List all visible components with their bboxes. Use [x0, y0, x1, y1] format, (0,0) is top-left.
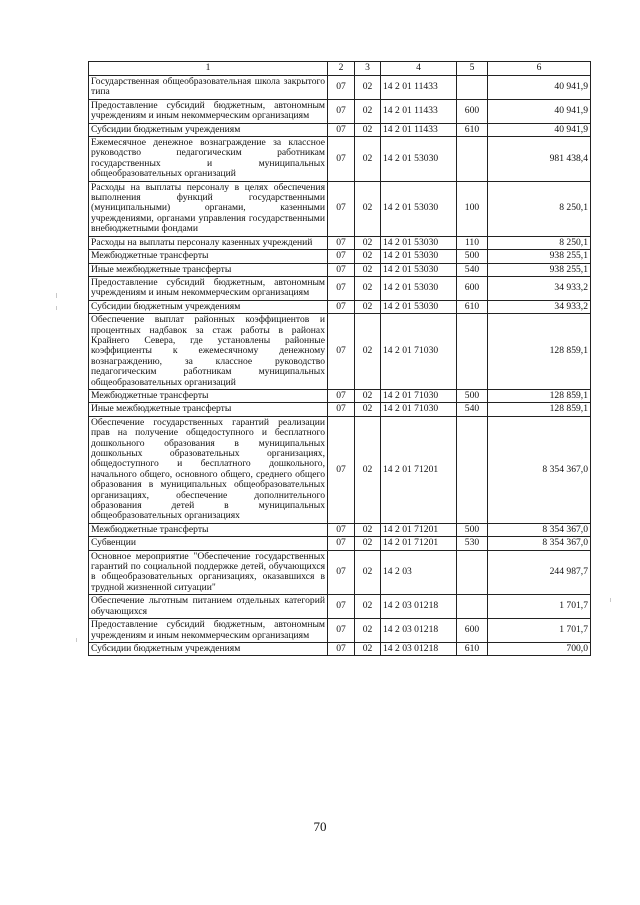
target-article-code: 14 2 03 01218 [381, 595, 457, 619]
item-name: Обеспечение государственных гарантий реализации прав на получение общедоступного и бесплатного дошкольного образования в муниципальных дошкольных образовательных организациях, общедоступного и бесплатного дошкольного, начального общего, основного общего, среднего общего образования в муниципальных общеобразовательных организациях, обеспечение дополнительного образования детей в муниципальных общеобразовательных организациях [89, 416, 328, 523]
item-name: Субсидии бюджетным учреждениям [89, 123, 328, 136]
subsection-code: 02 [355, 389, 381, 402]
target-article-code: 14 2 01 71201 [381, 416, 457, 523]
section-code: 07 [328, 595, 355, 619]
target-article-code: 14 2 01 53030 [381, 137, 457, 182]
section-code: 07 [328, 537, 355, 550]
expense-type-code [457, 416, 488, 523]
subsection-code: 02 [355, 181, 381, 236]
item-name: Обеспечение льготным питанием отдельных категорий обучающихся [89, 595, 328, 619]
amount: 8 354 367,0 [488, 523, 591, 536]
section-code: 07 [328, 236, 355, 249]
target-article-code: 14 2 01 53030 [381, 276, 457, 300]
amount: 8 354 367,0 [488, 416, 591, 523]
table-row [89, 595, 591, 619]
item-name: Ежемесячное денежное вознаграждение за классное руководство педагогическим работникам государственных и муниципальных общеобразовательных организаций [89, 137, 328, 182]
section-code: 07 [328, 642, 355, 655]
amount: 40 941,9 [488, 76, 591, 100]
expense-type-code [457, 314, 488, 390]
column-header: 5 [457, 62, 488, 76]
subsection-code: 02 [355, 276, 381, 300]
item-name: Обеспечение выплат районных коэффициентов и процентных надбавок за стаж работы в районах Крайнего Севера, где установлены районные коэффициенты к ежемесячному денежному вознаграждению, за классное руководство педагогическим работникам муниципальных общеобразовательных организаций [89, 314, 328, 390]
column-header: 6 [488, 62, 591, 76]
expense-type-code: 500 [457, 523, 488, 536]
section-code: 07 [328, 123, 355, 136]
subsection-code: 02 [355, 76, 381, 100]
table-row [89, 250, 591, 263]
expense-type-code: 610 [457, 123, 488, 136]
table-row [89, 416, 591, 523]
amount: 34 933,2 [488, 276, 591, 300]
section-code: 07 [328, 99, 355, 123]
amount: 1 701,7 [488, 595, 591, 619]
section-code: 07 [328, 389, 355, 402]
section-code: 07 [328, 276, 355, 300]
table-row [89, 523, 591, 536]
budget-table [88, 61, 591, 656]
table-row [89, 123, 591, 136]
scan-mark [56, 306, 57, 310]
amount: 938 255,1 [488, 250, 591, 263]
expense-type-code [457, 76, 488, 100]
amount: 700,0 [488, 642, 591, 655]
section-code: 07 [328, 181, 355, 236]
target-article-code: 14 2 03 01218 [381, 642, 457, 655]
table-row [89, 137, 591, 182]
subsection-code: 02 [355, 137, 381, 182]
table-row [89, 276, 591, 300]
scan-mark [610, 598, 611, 602]
section-code: 07 [328, 523, 355, 536]
item-name: Субвенции [89, 537, 328, 550]
item-name: Межбюджетные трансферты [89, 250, 328, 263]
table-row [89, 314, 591, 390]
scan-mark [76, 638, 77, 642]
target-article-code: 14 2 01 53030 [381, 263, 457, 276]
subsection-code: 02 [355, 300, 381, 313]
subsection-code: 02 [355, 99, 381, 123]
subsection-code: 02 [355, 523, 381, 536]
column-header: 3 [355, 62, 381, 76]
subsection-code: 02 [355, 416, 381, 523]
amount: 128 859,1 [488, 314, 591, 390]
subsection-code: 02 [355, 123, 381, 136]
item-name: Расходы на выплаты персоналу казенных учреждений [89, 236, 328, 249]
column-header: 2 [328, 62, 355, 76]
section-code: 07 [328, 300, 355, 313]
amount: 8 250,1 [488, 236, 591, 249]
subsection-code: 02 [355, 250, 381, 263]
target-article-code: 14 2 01 71201 [381, 537, 457, 550]
subsection-code: 02 [355, 314, 381, 390]
subsection-code: 02 [355, 642, 381, 655]
amount: 938 255,1 [488, 263, 591, 276]
table-header-row [89, 62, 591, 76]
subsection-code: 02 [355, 263, 381, 276]
target-article-code: 14 2 01 71030 [381, 389, 457, 402]
item-name: Субсидии бюджетным учреждениям [89, 300, 328, 313]
table-row [89, 389, 591, 402]
item-name: Субсидии бюджетным учреждениям [89, 642, 328, 655]
subsection-code: 02 [355, 236, 381, 249]
target-article-code: 14 2 01 71201 [381, 523, 457, 536]
amount: 34 933,2 [488, 300, 591, 313]
column-header: 1 [89, 62, 328, 76]
table-row [89, 76, 591, 100]
expense-type-code: 110 [457, 236, 488, 249]
expense-type-code: 500 [457, 389, 488, 402]
section-code: 07 [328, 76, 355, 100]
page-number: 70 [313, 819, 327, 834]
subsection-code: 02 [355, 537, 381, 550]
subsection-code: 02 [355, 619, 381, 643]
amount: 1 701,7 [488, 619, 591, 643]
expense-type-code [457, 550, 488, 595]
item-name: Предоставление субсидий бюджетным, автономным учреждениям и иным некоммерческим организациям [89, 276, 328, 300]
item-name: Основное мероприятие "Обеспечение государственных гарантий по социальной поддержке детей, обучающихся в общеобразовательных организациях, оказавшихся в трудной жизненной ситуации" [89, 550, 328, 595]
table-row [89, 619, 591, 643]
item-name: Иные межбюджетные трансферты [89, 263, 328, 276]
expense-type-code: 600 [457, 99, 488, 123]
expense-type-code: 530 [457, 537, 488, 550]
expense-type-code: 600 [457, 276, 488, 300]
target-article-code: 14 2 01 53030 [381, 300, 457, 313]
target-article-code: 14 2 01 53030 [381, 181, 457, 236]
target-article-code: 14 2 01 11433 [381, 123, 457, 136]
table-row [89, 99, 591, 123]
amount: 40 941,9 [488, 123, 591, 136]
item-name: Государственная общеобразовательная школа закрытого типа [89, 76, 328, 100]
section-code: 07 [328, 314, 355, 390]
subsection-code: 02 [355, 550, 381, 595]
amount: 8 354 367,0 [488, 537, 591, 550]
target-article-code: 14 2 03 01218 [381, 619, 457, 643]
table-row [89, 181, 591, 236]
expense-type-code [457, 137, 488, 182]
section-code: 07 [328, 550, 355, 595]
table-row [89, 550, 591, 595]
amount: 8 250,1 [488, 181, 591, 236]
expense-type-code: 100 [457, 181, 488, 236]
target-article-code: 14 2 01 71030 [381, 314, 457, 390]
target-article-code: 14 2 01 11433 [381, 76, 457, 100]
section-code: 07 [328, 619, 355, 643]
amount: 128 859,1 [488, 389, 591, 402]
section-code: 07 [328, 403, 355, 416]
subsection-code: 02 [355, 403, 381, 416]
expense-type-code: 540 [457, 263, 488, 276]
expense-type-code [457, 595, 488, 619]
table-row [89, 263, 591, 276]
expense-type-code: 600 [457, 619, 488, 643]
item-name: Предоставление субсидий бюджетным, автономным учреждениям и иным некоммерческим организациям [89, 619, 328, 643]
target-article-code: 14 2 01 11433 [381, 99, 457, 123]
table-row [89, 403, 591, 416]
item-name: Межбюджетные трансферты [89, 523, 328, 536]
target-article-code: 14 2 01 53030 [381, 236, 457, 249]
item-name: Иные межбюджетные трансферты [89, 403, 328, 416]
target-article-code: 14 2 03 [381, 550, 457, 595]
expense-type-code: 610 [457, 642, 488, 655]
expense-type-code: 610 [457, 300, 488, 313]
target-article-code: 14 2 01 71030 [381, 403, 457, 416]
table-row [89, 537, 591, 550]
section-code: 07 [328, 137, 355, 182]
section-code: 07 [328, 263, 355, 276]
column-header: 4 [381, 62, 457, 76]
table-row [89, 236, 591, 249]
section-code: 07 [328, 416, 355, 523]
scan-mark [56, 293, 57, 298]
expense-type-code: 540 [457, 403, 488, 416]
item-name: Предоставление субсидий бюджетным, автономным учреждениям и иным некоммерческим организациям [89, 99, 328, 123]
target-article-code: 14 2 01 53030 [381, 250, 457, 263]
table-row [89, 300, 591, 313]
expense-type-code: 500 [457, 250, 488, 263]
item-name: Расходы на выплаты персоналу в целях обеспечения выполнения функций государственными (муниципальными) органами, казенными учреждениями, органами управления государственными внебюджетными фондами [89, 181, 328, 236]
subsection-code: 02 [355, 595, 381, 619]
amount: 981 438,4 [488, 137, 591, 182]
section-code: 07 [328, 250, 355, 263]
amount: 40 941,9 [488, 99, 591, 123]
amount: 244 987,7 [488, 550, 591, 595]
item-name: Межбюджетные трансферты [89, 389, 328, 402]
table-row [89, 642, 591, 655]
amount: 128 859,1 [488, 403, 591, 416]
